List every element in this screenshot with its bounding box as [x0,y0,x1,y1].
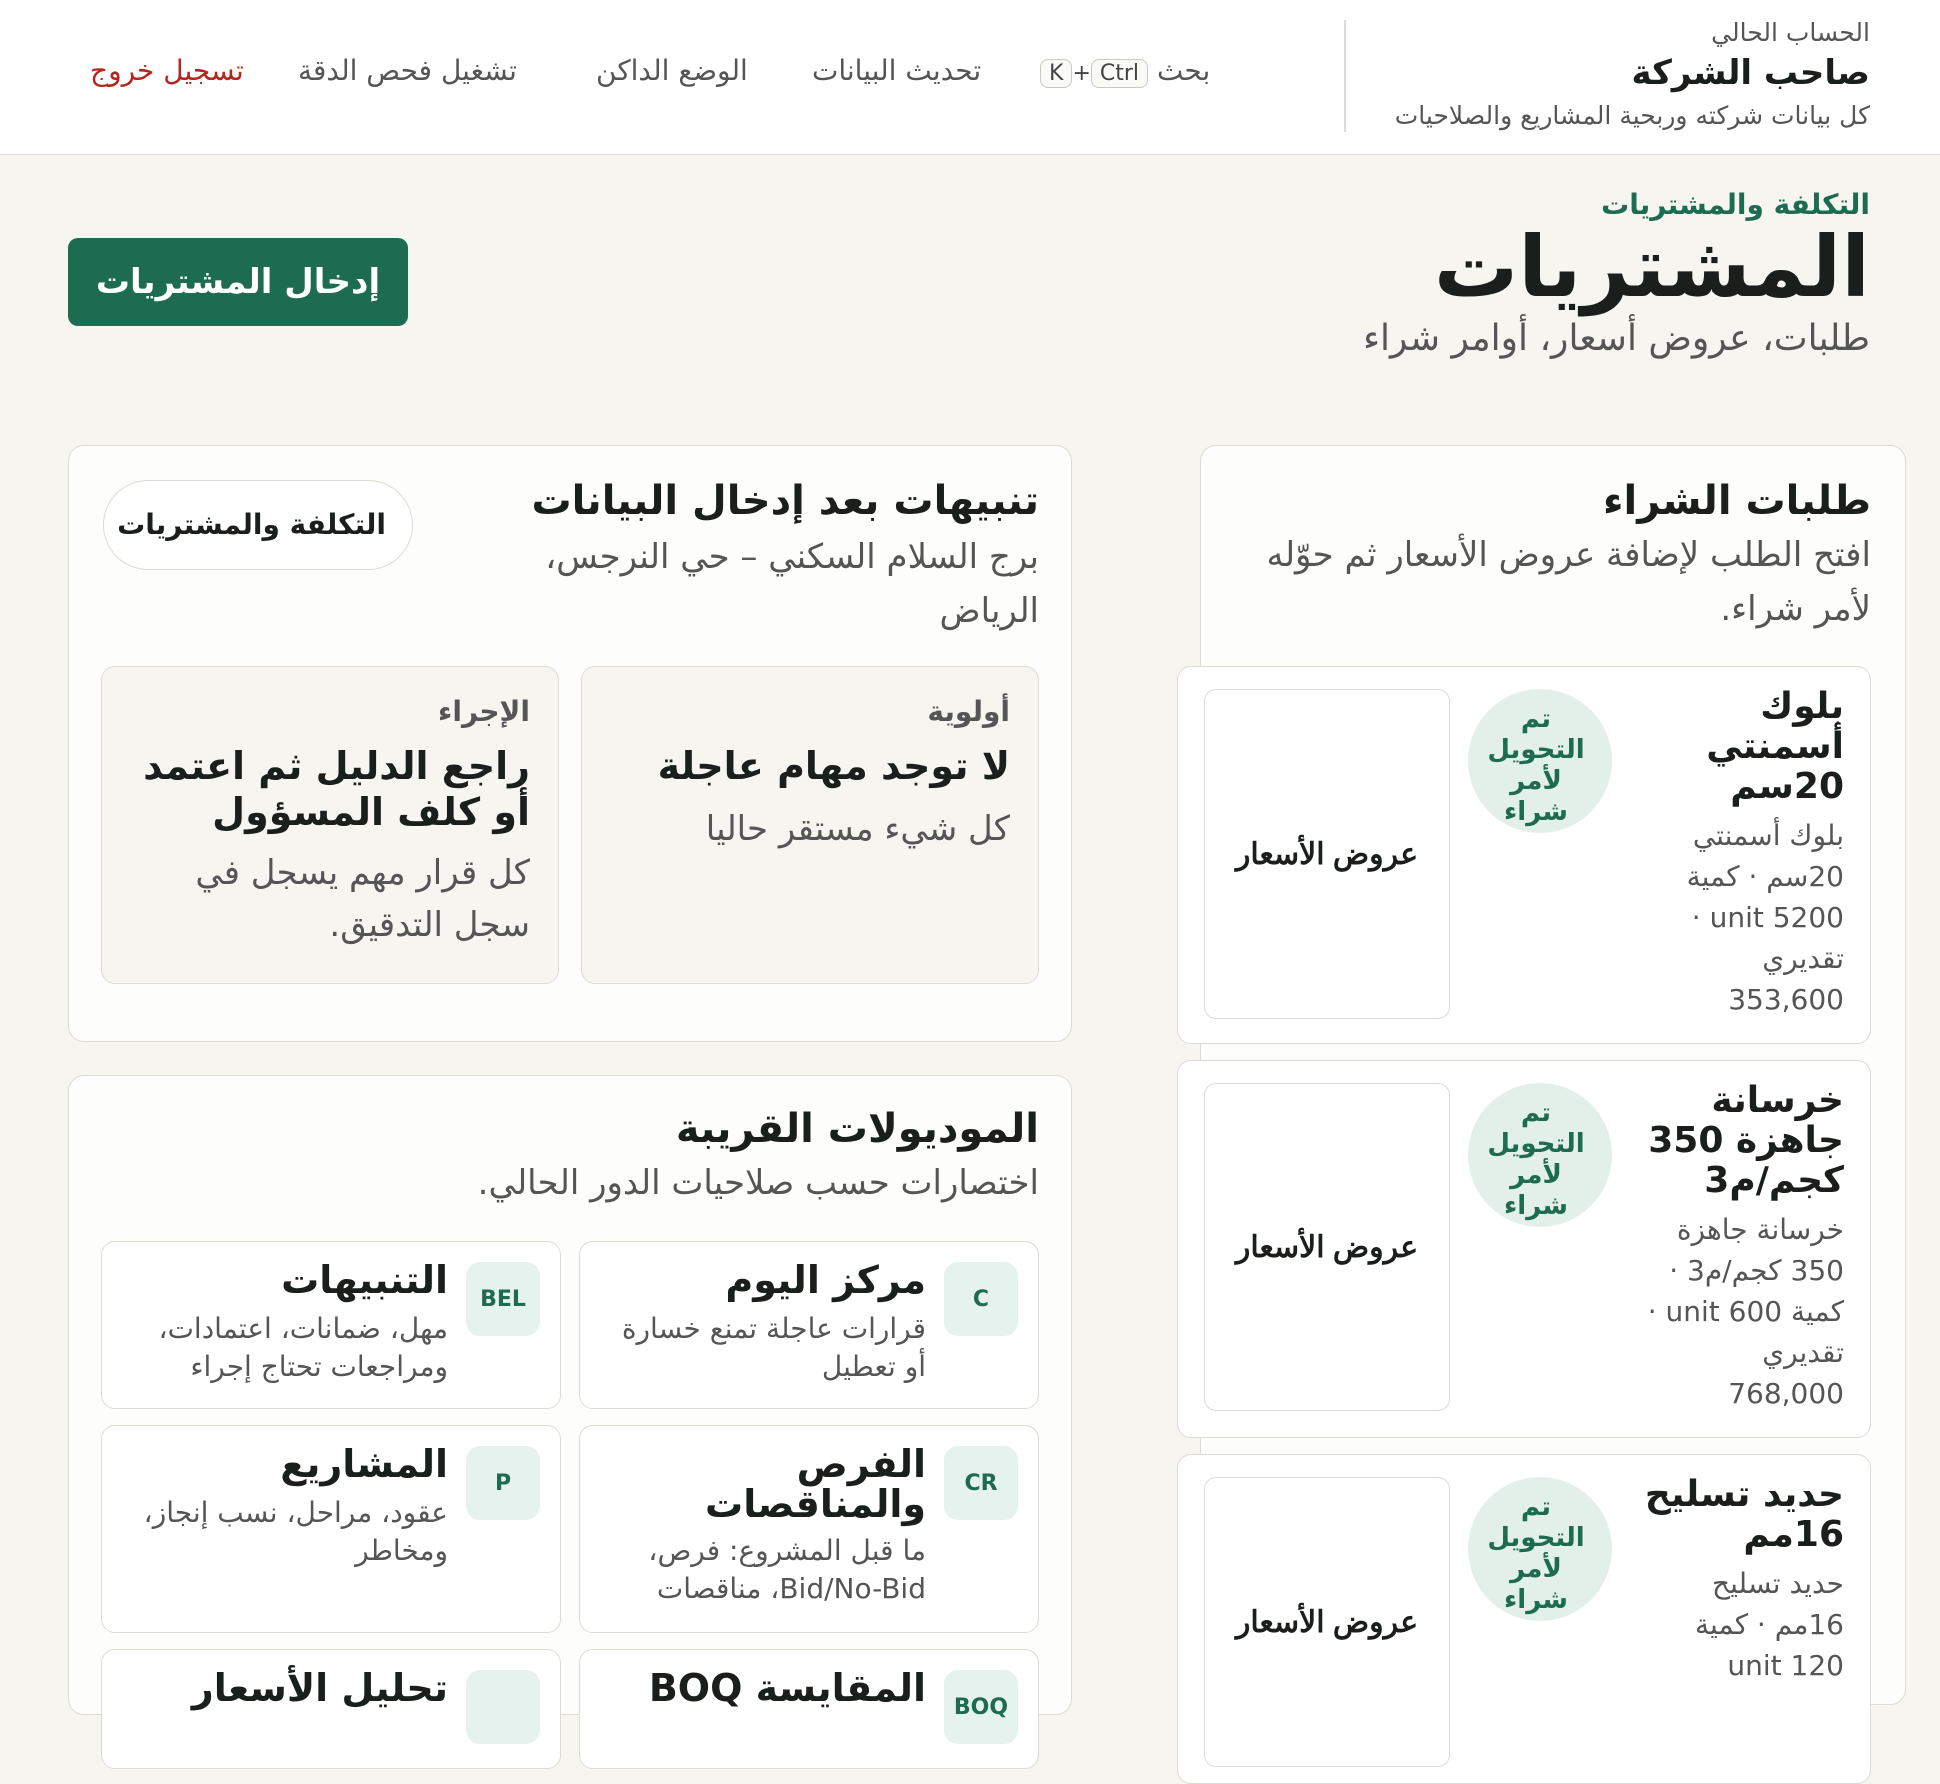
purchase-request-item[interactable] [1177,666,1871,1044]
module-alerts[interactable] [101,1241,561,1409]
ctrl-key: Ctrl [1091,59,1148,88]
purchase-request-item[interactable] [1177,1454,1871,1784]
priority-label: أولوية [927,695,1010,728]
action-label: الإجراء [438,695,530,728]
purchase-requests-title: طلبات الشراء [1603,478,1871,524]
shortcut-plus: + [1072,61,1091,86]
module-boq[interactable] [579,1649,1039,1769]
modules-subtitle: اختصارات حسب صلاحيات الدور الحالي. [477,1163,1039,1203]
quotes-button[interactable]: عروض الأسعار [1204,689,1450,1019]
module-badge: CR [944,1446,1018,1520]
priority-text: كل شيء مستقر حاليا [705,809,1010,849]
account-label: الحساب الحالي [1711,18,1870,47]
request-title: حديد تسليح 16مم [1644,1474,1844,1555]
module-price-analysis[interactable] [101,1649,561,1769]
alerts-project-subtitle: برج السلام السكني – حي النرجس، الرياض [545,537,1039,631]
module-description: مهل، ضمانات، اعتمادات، ومراجعات تحتاج إجراء [158,1312,448,1383]
module-badge: P [466,1446,540,1520]
module-badge: BOQ [944,1670,1018,1744]
request-meta: خرسانة جاهزة 350 كجم/م3 · كمية 600 unit · تقديري 768,000 [1647,1213,1844,1410]
module-description: قرارات عاجلة تمنع خسارة أو تعطيل [621,1312,926,1383]
module-title: تحليل الأسعار [191,1666,448,1710]
module-description: عقود، مراحل، نسب إنجاز، ومخاطر [143,1496,448,1567]
action-text: كل قرار مهم يسجل في سجل التدقيق. [195,853,530,945]
request-meta: حديد تسليح 16مم · كمية 120 unit [1695,1567,1844,1682]
request-title: خرسانة جاهزة 350 كجم/م3 [1648,1080,1844,1201]
k-key: K [1040,59,1072,88]
topbar-divider [1344,20,1346,132]
logout-button[interactable]: تسجيل خروج [90,54,244,87]
request-meta: بلوك أسمنتي 20سم · كمية 5200 unit · تقديري 353,600 [1686,819,1844,1016]
module-title: المقايسة BOQ [648,1666,926,1710]
quotes-button[interactable]: عروض الأسعار [1204,1477,1450,1767]
accuracy-check-button[interactable]: تشغيل فحص الدقة [298,54,517,87]
page-title: المشتريات [1433,218,1870,316]
request-title: بلوك أسمنتي 20سم [1706,686,1844,807]
module-title: مركز اليوم [725,1258,926,1302]
current-account [1330,18,1870,130]
module-badge: C [944,1262,1018,1336]
account-name: صاحب الشركة [1631,53,1870,93]
search-button[interactable] [1040,54,1210,88]
priority-title: لا توجد مهام عاجلة [657,744,1010,788]
alerts-title: تنبيهات بعد إدخال البيانات [531,478,1039,524]
post-entry-alerts-card [68,445,1072,1042]
page-eyebrow: التكلفة والمشتريات [1601,188,1870,221]
purchase-request-item[interactable] [1177,1060,1871,1438]
dark-mode-toggle[interactable]: الوضع الداكن [596,54,748,87]
module-description: ما قبل المشروع: فرص، Bid/No-Bid، مناقصات [648,1534,926,1605]
top-bar [0,0,1940,155]
action-title: راجع الدليل ثم اعتمد أو كلف المسؤول [143,744,530,834]
module-today-center[interactable] [579,1241,1039,1409]
quotes-button[interactable]: عروض الأسعار [1204,1083,1450,1411]
module-badge: BEL [466,1262,540,1336]
purchase-requests-subtitle: افتح الطلب لإضافة عروض الأسعار ثم حوّله لأمر شراء. [1266,535,1871,629]
module-title: المشاريع [280,1442,448,1486]
module-badge [466,1670,540,1744]
module-title: التنبيهات [281,1258,448,1302]
status-badge: تم التحويل لأمر شراء [1468,1083,1612,1227]
status-badge: تم التحويل لأمر شراء [1468,689,1612,833]
action-box [101,666,559,984]
status-badge: تم التحويل لأمر شراء [1468,1477,1612,1621]
refresh-data-button[interactable]: تحديث البيانات [812,54,982,87]
nearby-modules-card [68,1075,1072,1720]
purchase-requests-card [1200,445,1906,1705]
modules-title: الموديولات القريبة [675,1106,1039,1152]
module-projects[interactable] [101,1425,561,1633]
account-description: كل بيانات شركته وربحية المشاريع والصلاحيات [1394,101,1870,130]
priority-box [581,666,1039,984]
module-chip[interactable]: التكلفة والمشتريات [103,480,413,570]
search-label: بحث [1156,54,1211,87]
enter-purchases-button[interactable]: إدخال المشتريات [68,238,408,326]
page-subtitle: طلبات، عروض أسعار، أوامر شراء [1363,318,1870,359]
module-opportunities-tenders[interactable] [579,1425,1039,1633]
module-title: الفرص والمناقصات [705,1442,926,1526]
